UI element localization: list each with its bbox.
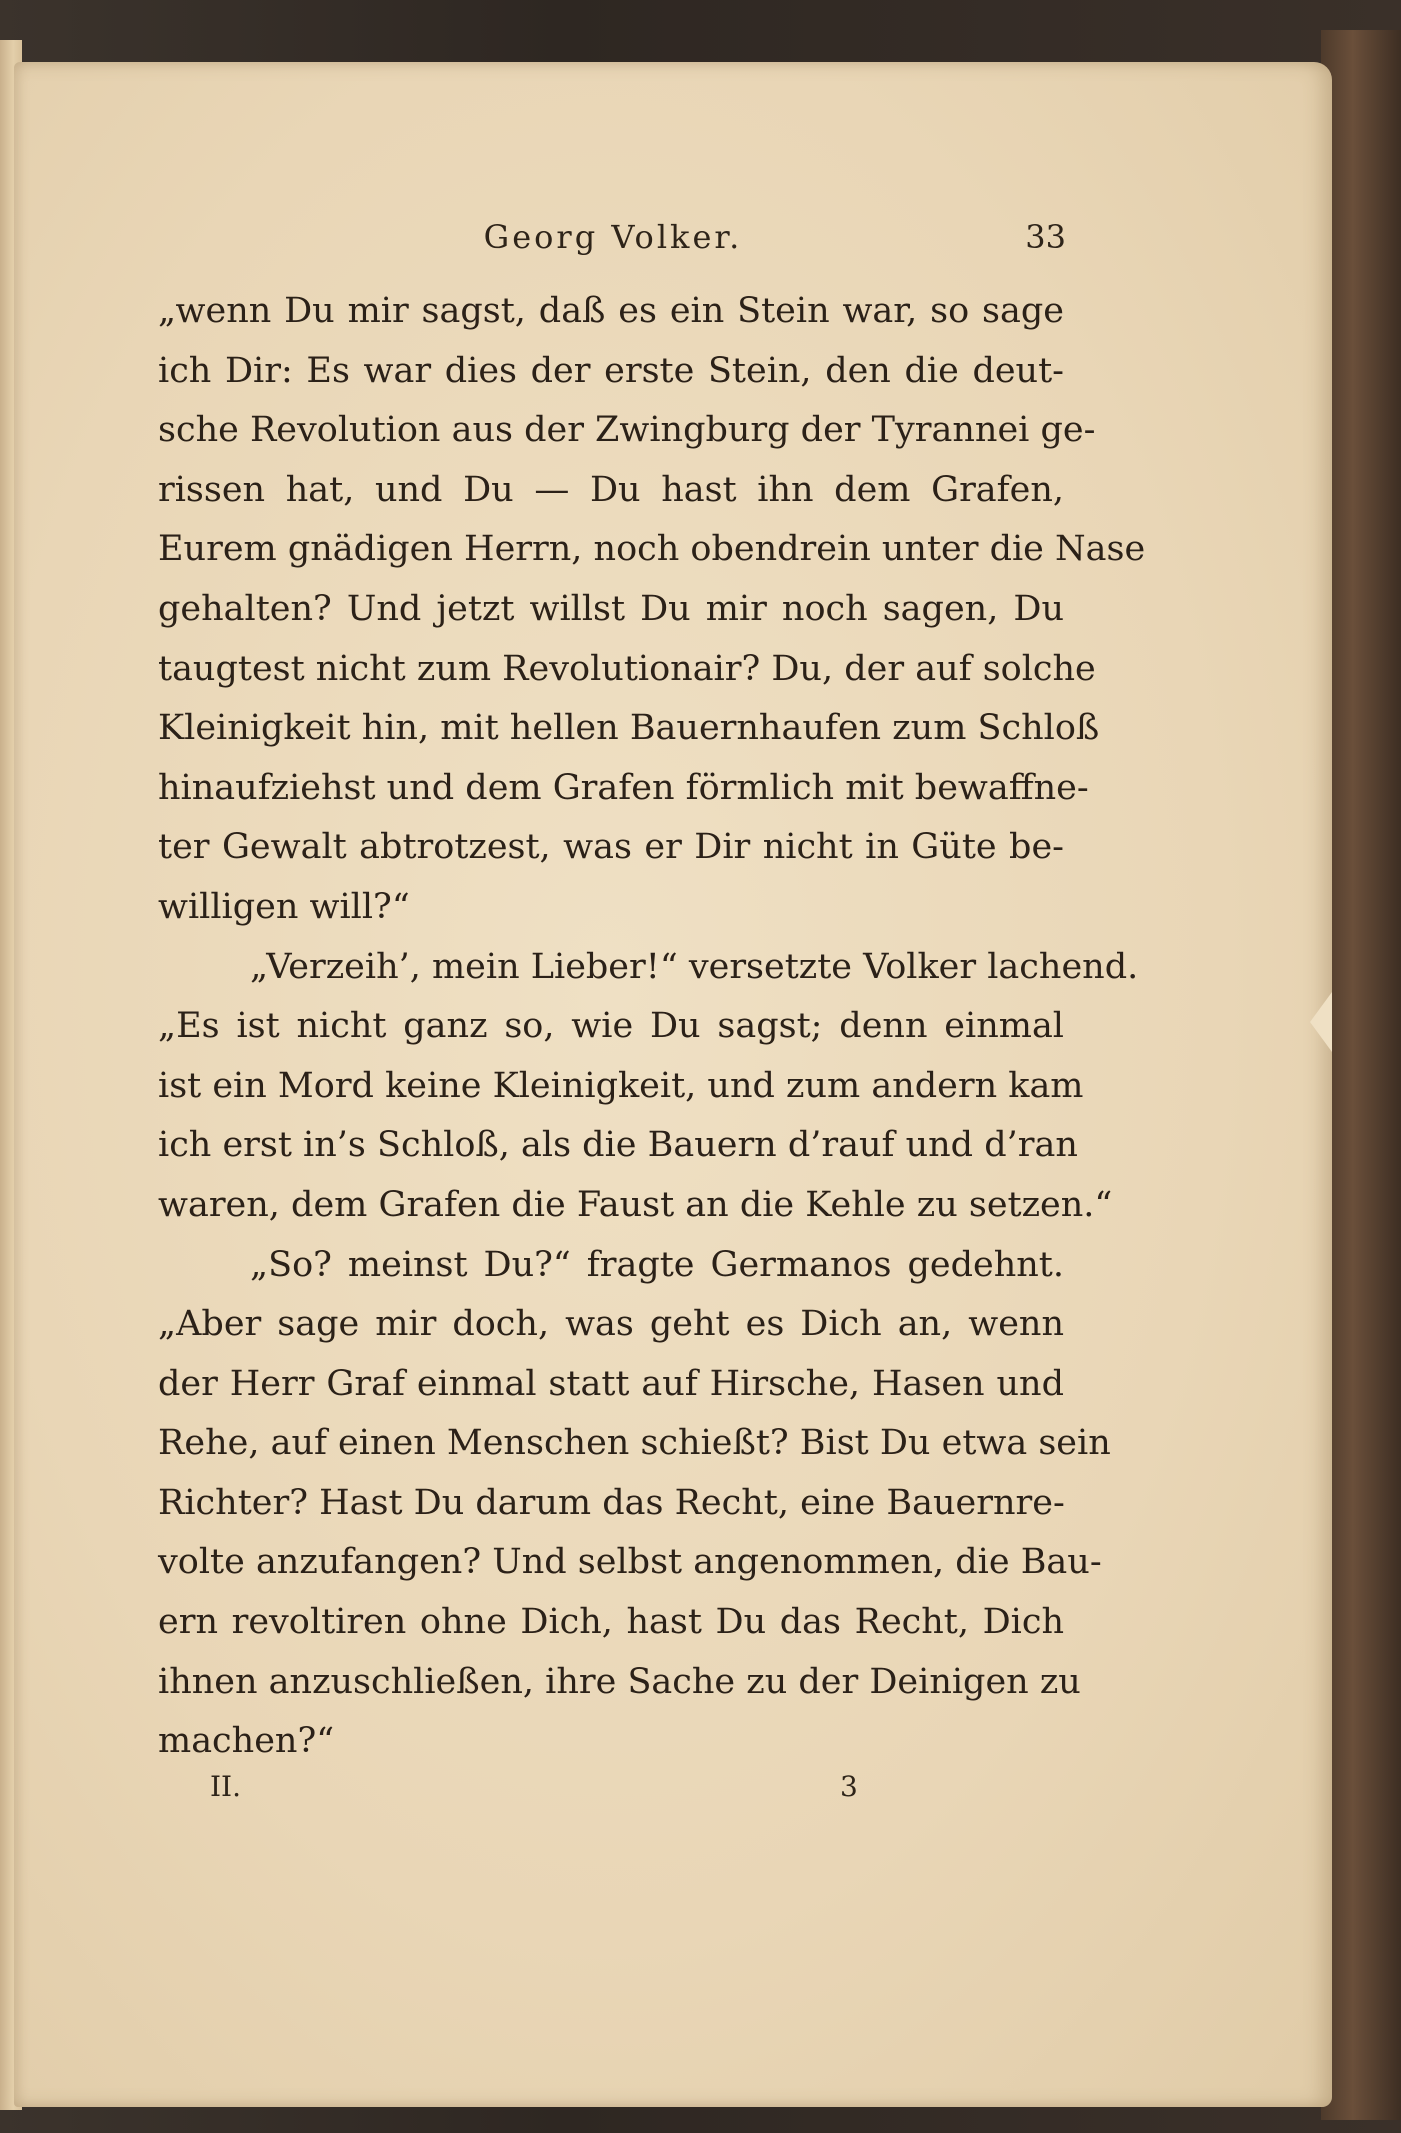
body-text (158, 282, 1146, 1772)
signature-mark: II. (210, 1770, 242, 1803)
text-line: „Aber sage mir doch, was geht es Dich an, wenn (158, 1304, 1064, 1345)
text-line: gehalten? Und jetzt willst Du mir noch sagen, Du (158, 588, 1064, 629)
text-line: taugtest nicht zum Revolutionair? Du, der auf solche (158, 648, 1096, 689)
text-line: ern revoltiren ohne Dich, hast Du das Recht, Dich (158, 1602, 1064, 1643)
text-line: „wenn Du mir sagst, daß es ein Stein war, so sage (158, 291, 1064, 331)
page-header (160, 218, 1066, 266)
text-line: Richter? Hast Du darum das Recht, eine Bauernre- (158, 1482, 1065, 1523)
text-line: Rehe, auf einen Menschen schießt? Bist Du etwa sein (158, 1423, 1111, 1464)
book-cover-edge (1321, 30, 1401, 2120)
text-line: Eurem gnädigen Herrn, noch obendrein unter die Nase (158, 529, 1146, 570)
text-line: Kleinigkeit hin, mit hellen Bauernhaufen zum Schloß (158, 708, 1100, 749)
text-line: ist ein Mord keine Kleinigkeit, und zum andern kam (158, 1065, 1084, 1106)
sheet-number: 3 (840, 1770, 858, 1803)
text-line: „Es ist nicht ganz so, wie Du sagst; denn einmal (158, 1006, 1064, 1047)
text-line: willigen will?“ (158, 886, 410, 927)
running-title: Georg Volker. (483, 218, 743, 256)
text-line: „Verzeih’, mein Lieber!“ versetzte Volker lachend. (250, 946, 1139, 987)
text-line: volte anzufangen? Und selbst angenommen, die Bau- (158, 1542, 1102, 1583)
text-line: machen?“ (158, 1721, 335, 1762)
page-footer (210, 1770, 910, 1810)
text-line: rissen hat, und Du — Du hast ihn dem Grafen, (158, 469, 1064, 510)
text-line: „So? meinst Du?“ fragte Germanos gedehnt. (250, 1244, 1064, 1285)
text-line: ich erst in’s Schloß, als die Bauern d’rauf und d’ran (158, 1125, 1078, 1166)
text-line: waren, dem Grafen die Faust an die Kehle zu setzen.“ (158, 1184, 1113, 1225)
page-edge-nick (1310, 992, 1332, 1052)
page-number: 33 (1025, 218, 1066, 256)
text-line: hinaufziehst und dem Grafen förmlich mit bewaffne- (158, 767, 1089, 808)
text-line: ter Gewalt abtrotzest, was er Dir nicht in Güte be- (158, 827, 1064, 868)
text-line: ihnen anzuschließen, ihre Sache zu der Deinigen zu (158, 1661, 1081, 1702)
text-line: sche Revolution aus der Zwingburg der Tyrannei ge- (158, 410, 1096, 451)
text-line: der Herr Graf einmal statt auf Hirsche, Hasen und (158, 1363, 1064, 1404)
text-line: ich Dir: Es war dies der erste Stein, den die deut- (158, 350, 1064, 391)
